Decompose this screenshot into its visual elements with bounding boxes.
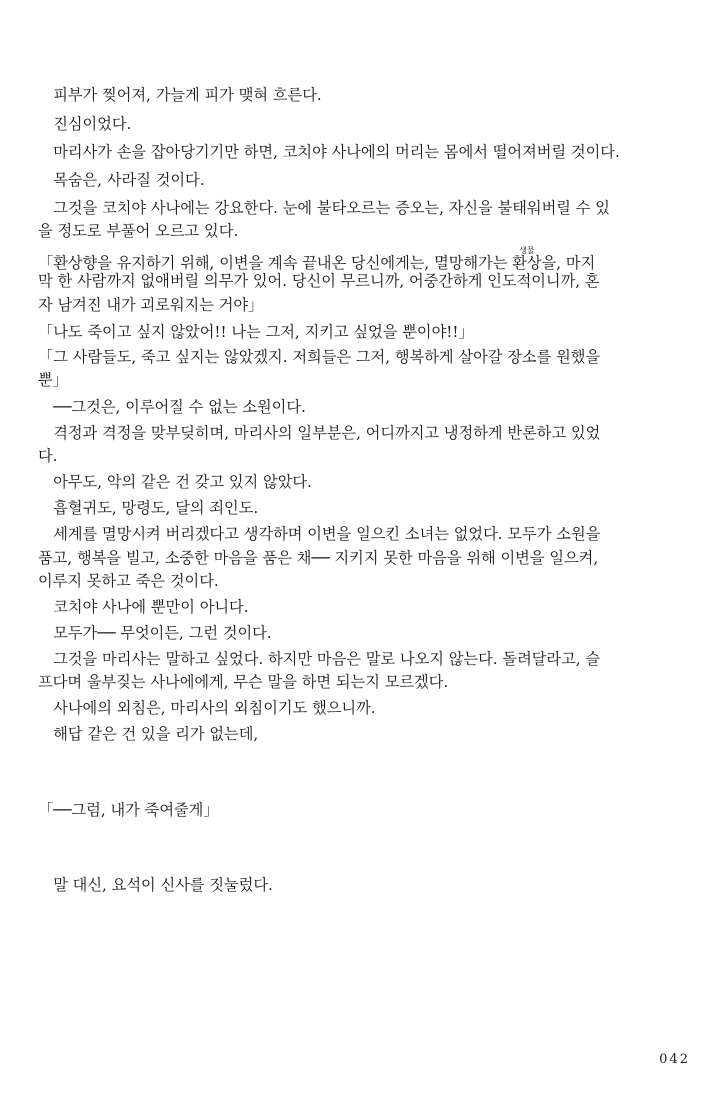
text-line: 아무도, 악의 같은 건 갖고 있지 않았다. [38,473,312,491]
text-line: 모두가── 무엇이든, 그런 것이다. [38,624,272,642]
text-line: 품고, 행복을 빌고, 소중한 마음을 품은 채── 지키지 못한 마음을 위해 이변을 일으켜, [38,549,599,567]
text-line: 마리사가 손을 잡아당기기만 하면, 코치야 사나에의 머리는 몸에서 떨어져버릴 것이다. [38,143,620,161]
text-line: 흡혈귀도, 망령도, 달의 죄인도. [38,499,259,517]
text-line: 목숨은, 사라질 것이다. [38,171,205,189]
text-line: 다. [38,447,58,465]
text-line: 「그 사람들도, 죽고 싶지는 않았겠지. 저희들은 그저, 행복하게 살아갈 장소를 원했을 [38,348,601,366]
text-line: 이루지 못하고 죽은 것이다. [38,572,219,590]
text-line: 세계를 멸망시켜 버리겠다고 생각하며 이변을 일으킨 소녀는 없었다. 모두가 소원을 [38,525,601,543]
text-line: 그것을 코치야 사나에는 강요한다. 눈에 불타오르는 증오는, 자신을 불태워버릴 수 있 [38,199,610,217]
text-line-end: 을, 마지 [541,254,596,272]
text-line: 격정과 격정을 맞부딪히며, 마리사의 일부분은, 어디까지고 냉정하게 반론하고 있었 [38,424,601,442]
ruby-base: 환상 [512,254,542,272]
text-line: 자 남겨진 내가 괴로워지는 거야」 [38,296,264,314]
text-line: 「──그럼, 내가 죽여줄게」 [38,801,219,819]
text-line: 코치야 사나에 뿐만이 아니다. [38,598,249,616]
text-line: 사나에의 외침은, 마리사의 외침이기도 했으니까. [38,699,376,717]
text-line: ──그것은, 이루어질 수 없는 소원이다. [38,398,306,416]
text-line: 「나도 죽이고 싶지 않았어!! 나는 그저, 지키고 싶었을 뿐이야!!」 [38,323,474,341]
text-line: 피부가 찢어져, 가늘게 피가 맺혀 흐른다. [38,86,322,104]
text-line: 프다며 울부짖는 사나에에게, 무슨 말을 하면 되는지 모르겠다. [38,673,449,691]
text-line: 을 정도로 부풀어 오르고 있다. [38,222,239,240]
text-line: 뿐」 [38,371,68,389]
text-line: 말 대신, 요석이 신사를 짓눌렀다. [38,876,273,894]
text-line: 막 한 사람까지 없애버릴 의무가 있어. 당신이 무르니까, 어중간하게 인도적이니까, 혼 [38,272,600,290]
ruby-reading: 생물 [512,246,542,255]
text-line: 그것을 마리사는 말하고 싶었다. 하지만 마음은 말로 나오지 않는다. 돌려달라고, 슬 [38,650,601,668]
text-line: 진심이었다. [38,115,132,133]
page-number: 042 [659,1052,690,1067]
text-line-with-ruby [38,246,596,272]
text-line: 해답 같은 건 있을 리가 없는데, [38,725,259,743]
text-line-start: 「환상향을 유지하기 위해, 이변을 계속 끝내온 당신에게는, 멸망해가는 [38,254,513,272]
